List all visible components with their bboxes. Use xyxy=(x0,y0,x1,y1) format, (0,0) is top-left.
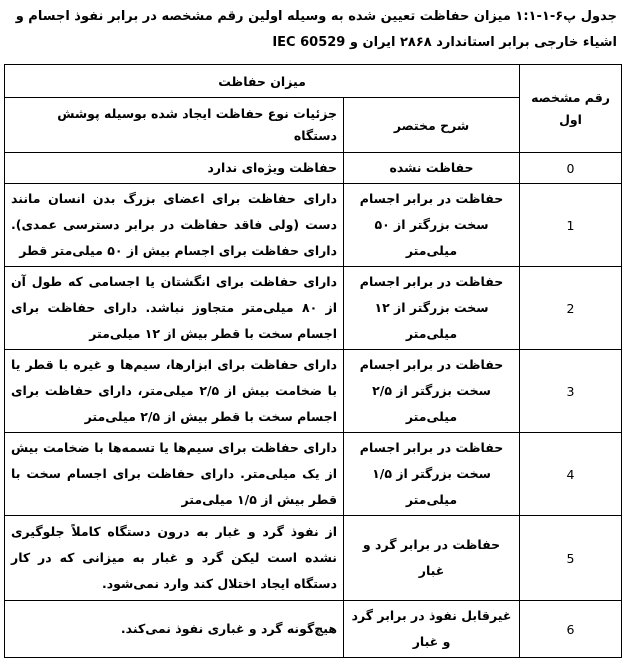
short-description-cell: غیرقابل نفوذ در برابر گرد و غبار xyxy=(344,601,520,658)
table-row xyxy=(5,433,622,516)
protection-table xyxy=(4,64,622,658)
detail-cell: دارای حفاظت برای ابزارها، سیم‌ها و غیره با قطر یا با ضخامت بیش از ۲/۵ میلی‌متر، دارای حفاظت برای اجسام سخت با قطر بیش از ۲/۵ میلی‌متر xyxy=(5,350,344,433)
table-row xyxy=(5,601,622,658)
short-description-cell: حفاظت در برابر اجسام سخت بزرگتر از ۱۲ میلی‌متر xyxy=(344,267,520,350)
header-protection-degree: میزان حفاظت xyxy=(5,65,520,98)
header-short-description: شرح مختصر xyxy=(344,98,520,153)
digit-cell: 4 xyxy=(520,433,622,516)
header-row xyxy=(5,65,622,98)
detail-cell: از نفوذ گرد و غبار به درون دستگاه کاملاً جلوگیری نشده است لیکن گرد و غبار به میزانی که در کار دستگاه ایجاد اختلال کند وارد نمی‌شود. xyxy=(5,516,344,601)
detail-cell: حفاظت ویژه‌ای ندارد xyxy=(5,153,344,184)
table-row xyxy=(5,184,622,267)
detail-cell: دارای حفاظت برای اعضای بزرگ بدن انسان مانند دست (ولی فاقد حفاظت در برابر دسترسی عمدی). دارای حفاظت برای اجسام بیش از ۵۰ میلی‌متر قطر xyxy=(5,184,344,267)
table-row xyxy=(5,267,622,350)
digit-cell: 3 xyxy=(520,350,622,433)
header-details: جزئیات نوع حفاظت ایجاد شده بوسیله پوشش دستگاه xyxy=(5,98,344,153)
detail-cell: دارای حفاظت برای سیم‌ها یا تسمه‌ها با ضخامت بیش از یک میلی‌متر. دارای حفاظت برای اجسام سخت با قطر بیش از ۱/۵ میلی‌متر xyxy=(5,433,344,516)
header-first-digit: رقم مشخصه اول xyxy=(520,65,622,153)
digit-cell: 1 xyxy=(520,184,622,267)
digit-cell: 6 xyxy=(520,601,622,658)
short-description-cell: حفاظت در برابر گرد و غبار xyxy=(344,516,520,601)
detail-cell: دارای حفاظت برای انگشتان یا اجسامی که طول آن از ۸۰ میلی‌متر متجاوز نباشد. دارای حفاظت برای اجسام سخت با قطر بیش از ۱۲ میلی‌متر xyxy=(5,267,344,350)
table-caption: جدول پ۶-۱-۱:۱ میزان حفاظت تعیین شده به وسیله اولین رقم مشخصه در برابر نفوذ اجسام و اشیاء خارجی برابر استاندارد ۲۸۶۸ ایران و IEC 60529 xyxy=(15,9,617,50)
short-description-cell: حفاظت نشده xyxy=(344,153,520,184)
short-description-cell: حفاظت در برابر اجسام سخت بزرگتر از ۱/۵ میلی‌متر xyxy=(344,433,520,516)
table-row xyxy=(5,153,622,184)
table-row xyxy=(5,516,622,601)
digit-cell: 0 xyxy=(520,153,622,184)
digit-cell: 2 xyxy=(520,267,622,350)
detail-cell: هیچ‌گونه گرد و غباری نفوذ نمی‌کند. xyxy=(5,601,344,658)
digit-cell: 5 xyxy=(520,516,622,601)
short-description-cell: حفاظت در برابر اجسام سخت بزرگتر از ۲/۵ میلی‌متر xyxy=(344,350,520,433)
short-description-cell: حفاظت در برابر اجسام سخت بزرگتر از ۵۰ میلی‌متر xyxy=(344,184,520,267)
table-row xyxy=(5,350,622,433)
